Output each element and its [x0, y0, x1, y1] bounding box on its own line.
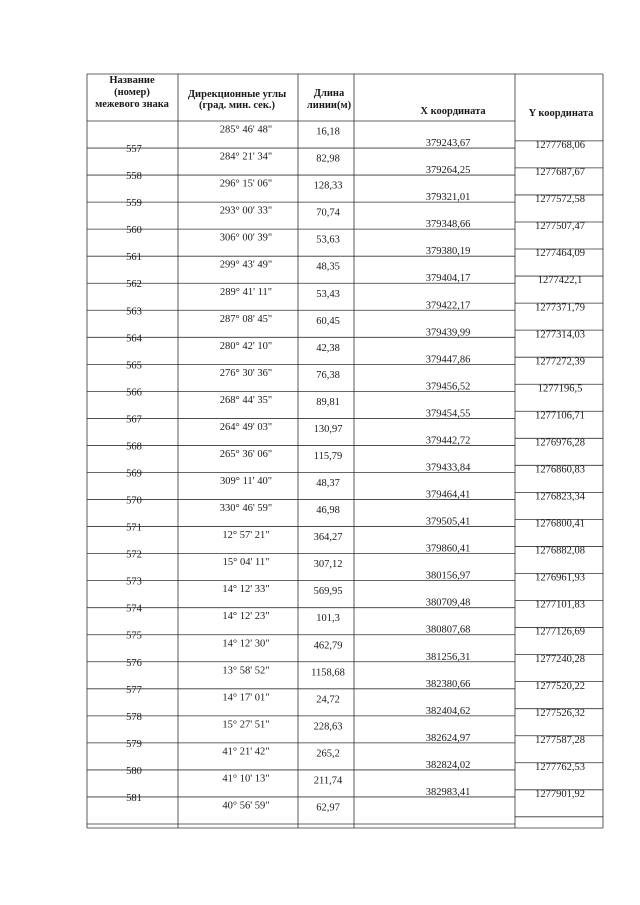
x-coordinate-value: 382624,97: [425, 732, 471, 744]
y-coordinate-value: 1277272,39: [535, 356, 585, 368]
line-length-value: 130,97: [313, 423, 343, 435]
line-length-value: 60,45: [316, 315, 340, 327]
direction-angle-value: 41° 10' 13": [222, 773, 270, 785]
point-name: 579: [126, 738, 142, 750]
line-length-value: 70,74: [316, 207, 340, 219]
x-coordinate-value: 380807,68: [425, 624, 471, 636]
line-length-value: 101,3: [316, 613, 340, 625]
header-name-line-2: (номер): [114, 87, 150, 98]
direction-angle-value: 14° 17' 01": [222, 692, 270, 704]
header-y-coordinate: Y координата: [528, 108, 594, 119]
y-coordinate-value: 1277687,67: [535, 167, 585, 179]
line-length-value: 24,72: [316, 694, 340, 706]
direction-angle-value: 15° 27' 51": [222, 719, 270, 731]
x-coordinate-value: 382983,41: [425, 786, 471, 798]
direction-angle-value: 264° 49' 03": [219, 421, 273, 433]
y-coordinate-value: 1277587,28: [535, 734, 585, 746]
direction-angle-value: 296° 15' 06": [219, 178, 273, 190]
line-length-value: 569,95: [313, 586, 343, 598]
y-coordinate-value: 1277572,58: [535, 194, 585, 206]
direction-angle-value: 280° 42' 10": [219, 340, 273, 352]
line-length-value: 211,74: [313, 775, 343, 787]
point-name: 560: [126, 225, 142, 237]
point-name: 571: [126, 522, 142, 534]
table-header: [95, 75, 594, 119]
direction-angle-value: 14° 12' 33": [222, 584, 270, 596]
y-coordinate-value: 1276961,93: [535, 572, 585, 584]
header-angle-line-1: Дирекционные углы: [187, 89, 287, 100]
header-angle-line-2: (град. мин. сек.): [198, 100, 276, 111]
line-length-value: 62,97: [316, 802, 340, 814]
direction-angle-value: 40° 56' 59": [222, 800, 270, 812]
x-coordinate-value: 379380,19: [425, 246, 471, 258]
header-name-line-1: Название: [109, 75, 155, 86]
line-length-value: 89,81: [316, 396, 340, 408]
direction-angle-value: 284° 21' 34": [219, 151, 273, 163]
line-length-value: 115,79: [313, 450, 343, 462]
line-length-value: 76,38: [316, 369, 340, 381]
y-coordinate-value: 1276800,41: [535, 518, 585, 530]
y-coordinate-value: 1277196,5: [537, 383, 583, 395]
direction-angle-value: 12° 57' 21": [222, 530, 270, 542]
line-length-value: 48,35: [316, 261, 340, 273]
header-name-line-3: межевого знака: [95, 99, 169, 110]
y-coordinate-value: 1277314,03: [535, 329, 585, 341]
line-length-value: 128,33: [313, 180, 343, 192]
x-coordinate-value: 379454,55: [425, 408, 471, 420]
y-coordinate-value: 1277126,69: [535, 626, 585, 638]
y-coordinate-value: 1277464,09: [535, 248, 585, 260]
direction-angle-value: 287° 08' 45": [219, 313, 273, 325]
header-length-line-1: Длина: [313, 88, 345, 99]
direction-angle-value: 276° 30' 36": [219, 367, 273, 379]
direction-angle-value: 299° 43' 49": [219, 259, 273, 271]
x-coordinate-value: 382824,02: [425, 759, 471, 771]
direction-angle-value: 293° 00' 33": [219, 205, 273, 217]
x-coordinate-value: 379243,67: [425, 138, 471, 150]
line-length-value: 48,37: [316, 478, 340, 490]
y-coordinate-value: 1276823,34: [535, 491, 585, 503]
line-length-value: 82,98: [316, 153, 340, 165]
y-coordinate-value: 1277768,06: [535, 140, 585, 152]
x-coordinate-value: 381256,31: [425, 651, 471, 663]
x-coordinate-value: 379348,66: [425, 219, 471, 231]
x-coordinate-value: 379404,17: [425, 273, 471, 285]
point-name: 567: [126, 414, 142, 426]
point-name: 576: [126, 657, 142, 669]
y-coordinate-value: 1277762,53: [535, 761, 585, 773]
x-coordinate-value: 379433,84: [425, 462, 471, 474]
line-length-value: 364,27: [313, 532, 343, 544]
point-rows: [126, 138, 586, 804]
point-name: 558: [126, 171, 142, 183]
y-coordinate-value: 1277240,28: [535, 653, 585, 665]
y-coordinate-value: 1277101,83: [535, 599, 585, 611]
point-name: 581: [126, 792, 142, 804]
point-name: 566: [126, 387, 142, 399]
y-coordinate-value: 1276860,83: [535, 464, 585, 476]
direction-angle-value: 330° 46' 59": [219, 503, 273, 515]
x-coordinate-value: 379447,86: [425, 354, 471, 366]
direction-angle-value: 268° 44' 35": [219, 394, 273, 406]
x-coordinate-value: 379505,41: [425, 516, 471, 528]
y-coordinate-value: 1277526,32: [535, 707, 585, 719]
direction-angle-value: 285° 46' 48": [219, 124, 273, 136]
y-coordinate-value: 1277106,71: [535, 410, 585, 422]
table-grid: [87, 74, 603, 828]
header-length-line-2: линии(м): [306, 100, 352, 111]
x-coordinate-value: 379442,72: [425, 435, 471, 447]
header-x-coordinate: X координата: [420, 106, 486, 117]
x-coordinate-value: 379422,17: [425, 300, 471, 312]
direction-angle-value: 15° 04' 11": [222, 557, 270, 569]
x-coordinate-value: 379321,01: [425, 192, 471, 204]
direction-angle-value: 309° 11' 40": [220, 476, 272, 488]
point-name: 575: [126, 630, 142, 642]
y-coordinate-value: 1276882,08: [535, 545, 585, 557]
direction-angle-value: 289° 41' 11": [220, 286, 272, 298]
y-coordinate-value: 1277901,92: [535, 788, 585, 800]
segment-rows: [220, 125, 345, 814]
point-name: 557: [126, 144, 142, 156]
y-coordinate-value: 1277371,79: [535, 302, 585, 314]
line-length-value: 46,98: [316, 505, 340, 517]
line-length-value: 265,2: [316, 748, 340, 760]
line-length-value: 307,12: [313, 559, 343, 571]
point-name: 572: [126, 549, 142, 561]
point-name: 563: [126, 306, 142, 318]
direction-angle-value: 41° 21' 42": [222, 746, 270, 758]
x-coordinate-value: 380156,97: [425, 570, 471, 582]
direction-angle-value: 306° 00' 39": [219, 232, 273, 244]
x-coordinate-value: 379264,25: [425, 165, 471, 177]
point-name: 569: [126, 468, 142, 480]
x-coordinate-value: 379439,99: [425, 327, 471, 339]
point-name: 561: [126, 252, 142, 264]
line-length-value: 462,79: [313, 640, 343, 652]
x-coordinate-value: 382404,62: [425, 705, 471, 717]
x-coordinate-value: 382380,66: [425, 678, 471, 690]
line-length-value: 53,43: [316, 288, 340, 300]
point-name: 568: [126, 441, 142, 453]
point-name: 573: [126, 576, 142, 588]
point-name: 580: [126, 765, 142, 777]
line-length-value: 42,38: [316, 342, 340, 354]
point-name: 559: [126, 198, 142, 210]
x-coordinate-value: 379456,52: [425, 381, 471, 393]
point-name: 574: [126, 603, 142, 615]
y-coordinate-value: 1276976,28: [535, 437, 585, 449]
y-coordinate-value: 1277507,47: [535, 221, 585, 233]
point-name: 564: [126, 333, 142, 345]
y-coordinate-value: 1277422,1: [537, 275, 583, 287]
direction-angle-value: 13° 58' 52": [222, 665, 270, 677]
line-length-value: 53,63: [316, 234, 340, 246]
x-coordinate-value: 380709,48: [425, 597, 471, 609]
y-coordinate-value: 1277520,22: [535, 680, 585, 692]
point-name: 565: [126, 360, 142, 372]
point-name: 578: [126, 711, 142, 723]
point-name: 562: [126, 279, 142, 291]
x-coordinate-value: 379464,41: [425, 489, 471, 501]
point-name: 577: [126, 684, 142, 696]
line-length-value: 16,18: [316, 126, 340, 138]
point-name: 570: [126, 495, 142, 507]
direction-angle-value: 265° 36' 06": [219, 448, 273, 460]
x-coordinate-value: 379860,41: [425, 543, 471, 555]
line-length-value: 1158,68: [311, 667, 345, 679]
direction-angle-value: 14° 12' 30": [222, 638, 270, 650]
direction-angle-value: 14° 12' 23": [222, 611, 270, 623]
line-length-value: 228,63: [313, 721, 343, 733]
